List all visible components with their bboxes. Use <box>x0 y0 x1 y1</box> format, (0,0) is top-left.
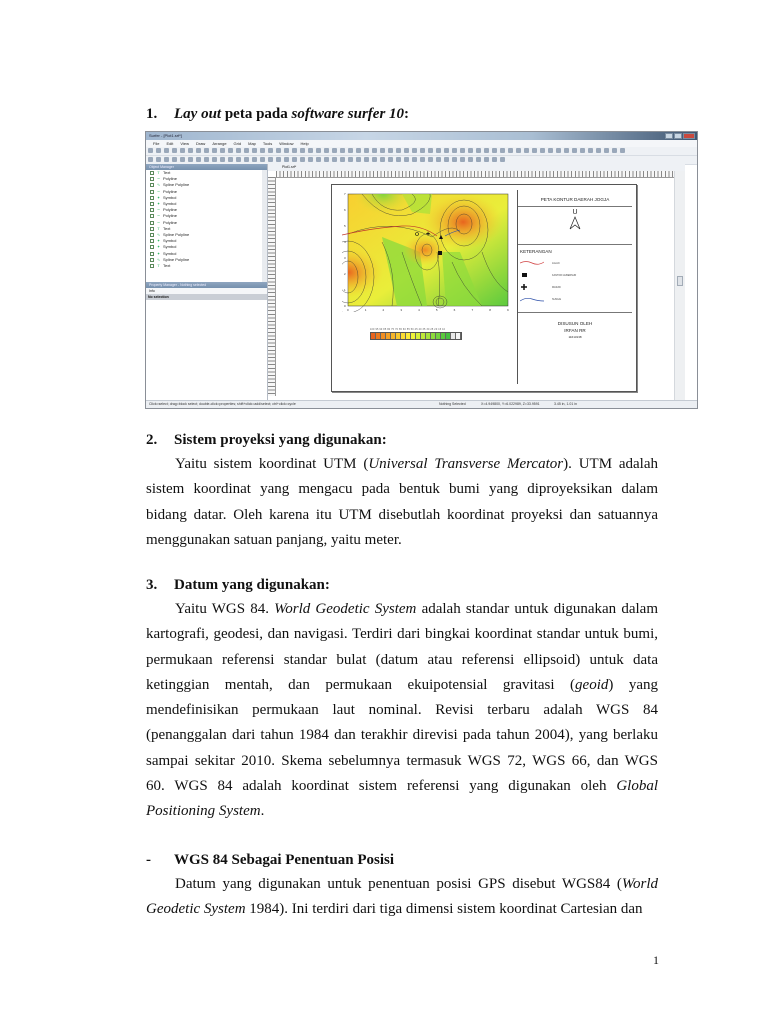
toolbar-button-icon[interactable] <box>420 148 425 153</box>
toolbar-button-icon[interactable] <box>508 148 513 153</box>
object-label: Symbol <box>163 194 177 200</box>
toolbar-button-icon[interactable] <box>404 157 409 162</box>
visibility-checkbox[interactable] <box>150 208 154 212</box>
red-line-icon <box>520 260 544 267</box>
menu-file[interactable]: File <box>153 141 160 146</box>
legend-section <box>518 245 632 313</box>
symbol-icon: ✦ <box>156 238 161 244</box>
color-scale <box>370 328 462 340</box>
toolbar-button-icon[interactable] <box>572 148 577 153</box>
italic-term: Geodetic System <box>146 901 246 918</box>
visibility-checkbox[interactable] <box>150 177 154 181</box>
section-number: 1. <box>146 106 158 122</box>
object-label: Polyline <box>163 207 178 213</box>
toolbar-button-icon[interactable] <box>324 157 329 162</box>
toolbar-button-icon[interactable] <box>388 157 393 162</box>
toolbar-button-icon[interactable] <box>588 148 593 153</box>
text-line <box>146 799 658 824</box>
toolbar-button-icon[interactable] <box>412 157 417 162</box>
toolbar-button-icon[interactable] <box>324 148 329 153</box>
north-letter: U <box>572 209 578 216</box>
toolbar-button-icon[interactable] <box>300 157 305 162</box>
color-scale-bar <box>370 332 462 340</box>
toolbar-button-icon[interactable] <box>188 157 193 162</box>
color-scale-values: 100 95 90 85 80 75 70 65 60 55 50 45 40 35 30 25 20 15 10 <box>370 328 446 331</box>
legend-item <box>520 272 576 279</box>
visibility-checkbox[interactable] <box>150 227 154 231</box>
text-run: mendefinisikan permukaan laut nominal. Revisi terbaru adalah WGS 84 <box>146 702 658 719</box>
symbol-icon: ✦ <box>156 194 161 200</box>
author-block <box>518 313 632 341</box>
symbol-icon: ✦ <box>156 244 161 250</box>
minimize-icon[interactable] <box>665 133 673 139</box>
symbol-icon: ✦ <box>156 250 161 256</box>
toolbar-button-icon[interactable] <box>164 148 169 153</box>
map-info-panel <box>517 190 632 384</box>
toolbar-button-icon[interactable] <box>364 157 369 162</box>
visibility-checkbox[interactable] <box>150 245 154 249</box>
polyline-icon: ∼ <box>156 219 161 225</box>
toolbar-button-icon[interactable] <box>340 157 345 162</box>
heading-part: software surfer 10 <box>291 106 405 122</box>
object-label: Spline Polyline <box>163 256 190 262</box>
toolbar-button-icon[interactable] <box>372 148 377 153</box>
section-1-heading <box>146 104 409 124</box>
toolbar-button-icon[interactable] <box>348 148 353 153</box>
heading-text: Datum yang digunakan: <box>174 577 330 593</box>
close-icon[interactable] <box>683 133 695 139</box>
object-label: Polyline <box>163 188 178 194</box>
toolbar-button-icon[interactable] <box>228 157 233 162</box>
toolbar-button-icon[interactable] <box>452 148 457 153</box>
cross-marker: + <box>426 231 431 238</box>
toolbar-button-icon[interactable] <box>428 148 433 153</box>
subsection-heading <box>146 850 394 870</box>
visibility-checkbox[interactable] <box>150 190 154 194</box>
toolbar-button-icon[interactable] <box>484 148 489 153</box>
toolbar-button-icon[interactable] <box>252 157 257 162</box>
text-line <box>146 897 658 922</box>
doc-tab[interactable]: Plot1.srf* <box>282 165 297 169</box>
toolbar-button-icon[interactable] <box>348 157 353 162</box>
toolbar-button-icon[interactable] <box>476 157 481 162</box>
toolbar-button-icon[interactable] <box>180 148 185 153</box>
toolbar-button-icon[interactable] <box>460 157 465 162</box>
heading-text: Sistem proyeksi yang digunakan: <box>174 432 387 448</box>
tab-info[interactable]: Info <box>149 289 155 293</box>
toolbar-button-icon[interactable] <box>500 148 505 153</box>
toolbar-button-icon[interactable] <box>452 157 457 162</box>
text-line <box>146 723 658 748</box>
toolbar-button-icon[interactable] <box>380 157 385 162</box>
toolbar-button-icon[interactable] <box>292 148 297 153</box>
section-3-heading <box>146 575 330 595</box>
toolbar-button-icon[interactable] <box>412 148 417 153</box>
no-selection-label: No selection <box>146 294 267 300</box>
toolbar-button-icon[interactable] <box>156 157 161 162</box>
toolbar-button-icon[interactable] <box>148 148 153 153</box>
toolbar-button-icon[interactable] <box>476 148 481 153</box>
x-tick-label: 6 <box>453 308 456 312</box>
toolbar-button-icon[interactable] <box>212 157 217 162</box>
toolbar-button-icon[interactable] <box>492 148 497 153</box>
y-tick-label: 1 <box>344 288 346 292</box>
legend-label: JALAN <box>552 262 560 266</box>
object-label: Polyline <box>163 213 178 219</box>
cross-icon <box>520 284 544 291</box>
y-tick-label: 6 <box>344 208 346 212</box>
status-coordinates: X=4.949800, Y=6.022989, Z=33.9591 <box>481 402 540 406</box>
object-label: Symbol <box>163 250 177 256</box>
toolbar-button-icon[interactable] <box>276 157 281 162</box>
toolbar-button-icon[interactable] <box>300 148 305 153</box>
text-line <box>146 673 658 698</box>
window-titlebar <box>146 132 697 140</box>
y-tick-label: 2 <box>344 272 346 276</box>
toolbar-button-icon[interactable] <box>220 157 225 162</box>
toolbar-button-icon[interactable] <box>500 157 505 162</box>
object-label: Text <box>163 263 171 269</box>
object-label: Symbol <box>163 244 177 250</box>
text-line <box>146 698 658 723</box>
text-run: 1984). Ini terdiri dari tiga dimensi sistem koordinat Cartesian dan <box>245 901 643 918</box>
toolbar-button-icon[interactable] <box>268 157 273 162</box>
visibility-checkbox[interactable] <box>150 202 154 206</box>
text-run: (penanggalan dari tahun 1984 dan terakhir direvisi pada tahun 2004), yang berlaku <box>146 727 658 744</box>
window-controls <box>665 133 695 139</box>
polyline-icon: ∼ <box>156 207 161 213</box>
toolbar-button-icon[interactable] <box>372 157 377 162</box>
toolbar-button-icon[interactable] <box>556 148 561 153</box>
menu-map[interactable]: Map <box>248 141 256 146</box>
section-3-paragraph <box>146 597 658 825</box>
menu-bar <box>146 140 697 147</box>
x-tick-label: 4 <box>418 308 420 312</box>
toolbar-button-icon[interactable] <box>180 157 185 162</box>
toolbar-button-icon[interactable] <box>148 157 153 162</box>
toolbar-button-icon[interactable] <box>396 148 401 153</box>
toolbar-button-icon[interactable] <box>364 148 369 153</box>
north-arrow-icon <box>569 216 581 230</box>
toolbar-button-icon[interactable] <box>260 157 265 162</box>
menu-window[interactable]: Window <box>279 141 294 146</box>
spline-icon: ∿ <box>156 256 161 262</box>
object-label: Symbol <box>163 201 177 207</box>
surfer-screenshot <box>145 131 698 409</box>
main-toolbar <box>146 147 697 156</box>
x-tick-label: 2 <box>382 308 385 312</box>
legend-item <box>520 296 561 303</box>
section-2-paragraph <box>146 452 658 553</box>
toolbar-button-icon[interactable] <box>444 148 449 153</box>
text-run: sampai sekitar 2010. Skema sebelumnya termasuk WGS 72, WGS 66, dan WGS <box>146 752 658 769</box>
toolbar-button-icon[interactable] <box>252 148 257 153</box>
y-tick-label: 0 <box>344 304 346 308</box>
toolbar-button-icon[interactable] <box>524 148 529 153</box>
toolbar-button-icon[interactable] <box>436 157 441 162</box>
legend-label: SUNGAI <box>552 298 562 302</box>
status-hint: Click=select; drag=block select; double-click=properties; shift+click=add/select; ctrl+click=cycle <box>149 402 296 406</box>
toolbar-button-icon[interactable] <box>428 157 433 162</box>
visibility-checkbox[interactable] <box>150 233 154 237</box>
text-run: adalah standar untuk digunakan dalam <box>416 601 658 617</box>
visibility-checkbox[interactable] <box>150 171 154 175</box>
vertical-scrollbar[interactable] <box>674 171 685 400</box>
object-list[interactable] <box>146 170 267 282</box>
object-label: Text <box>163 225 171 231</box>
x-tick-label: 3 <box>400 308 403 312</box>
toolbar-button-icon[interactable] <box>516 148 521 153</box>
italic-term: World Geodetic System <box>274 601 417 617</box>
toolbar-button-icon[interactable] <box>276 148 281 153</box>
section-2-heading <box>146 430 387 450</box>
x-tick-label: 0 <box>347 308 349 312</box>
toolbar-button-icon[interactable] <box>284 148 289 153</box>
toolbar-button-icon[interactable] <box>204 148 209 153</box>
square-marker <box>438 251 442 255</box>
text-icon: T <box>157 170 160 175</box>
object-manager-header: Object Manager <box>146 164 267 170</box>
author-name: IRFAN RR <box>564 328 586 333</box>
text-run: ketinggian mentah, dan permukaan ekuipotensial gravitasi ( <box>146 676 576 693</box>
visibility-checkbox[interactable] <box>150 258 154 262</box>
toolbar-button-icon[interactable] <box>228 148 233 153</box>
italic-term: Global <box>616 778 658 795</box>
text-run: . <box>260 803 265 820</box>
text-run: ). UTM adalah <box>563 456 659 472</box>
x-tick-label: 8 <box>489 308 491 312</box>
x-tick-label: 5 <box>435 308 438 312</box>
toolbar-button-icon[interactable] <box>604 148 609 153</box>
property-manager-header: Property Manager - Nothing selected <box>146 282 267 288</box>
x-tick-label: 1 <box>364 308 367 312</box>
toolbar-button-icon[interactable] <box>620 148 625 153</box>
text-run: sistem koordinat yang mengacu pada bentuk bumi yang diproyeksikan dalam <box>146 481 658 498</box>
bullet-dash: - <box>146 852 151 868</box>
object-label: Symbol <box>163 238 177 244</box>
toolbar-button-icon[interactable] <box>292 157 297 162</box>
toolbar-button-icon[interactable] <box>236 148 241 153</box>
toolbar-button-icon[interactable] <box>548 148 553 153</box>
symbol-icon: ✦ <box>156 201 161 207</box>
x-tick-label: 7 <box>471 308 474 312</box>
status-selection: Nothing Selected <box>439 402 466 406</box>
status-bar <box>146 400 697 408</box>
toolbar-button-icon[interactable] <box>244 157 249 162</box>
text-run: Yaitu sistem koordinat UTM ( <box>175 456 369 472</box>
toolbar-button-icon[interactable] <box>164 157 169 162</box>
heading-part: : <box>404 106 410 122</box>
visibility-checkbox[interactable] <box>150 252 154 256</box>
heading-text <box>174 106 409 122</box>
compiled-by: DISUSUN OLEH <box>557 321 593 326</box>
spline-icon: ∿ <box>156 182 161 188</box>
color-swatch <box>456 333 461 339</box>
y-tick-label: 5 <box>344 224 346 228</box>
polyline-icon: ∼ <box>156 176 161 182</box>
student-id: 11613138 <box>568 335 582 339</box>
page-number: 1 <box>653 953 659 967</box>
toolbar-button-icon[interactable] <box>244 148 249 153</box>
section-number: 2. <box>146 432 158 448</box>
toolbar-button-icon[interactable] <box>260 148 265 153</box>
toolbar-button-icon[interactable] <box>388 148 393 153</box>
toolbar-button-icon[interactable] <box>212 148 217 153</box>
section-number: 3. <box>146 577 158 593</box>
text-run: kartografi, geodesi, dan navigasi. Terdiri dari bingkai koordinat standar untuk bumi, <box>146 626 658 643</box>
text-run: permukaan referensi standar bulat (datum atau referensi ellipsoid) untuk data <box>146 651 658 668</box>
toolbar-button-icon[interactable] <box>156 148 161 153</box>
menu-view[interactable]: View <box>180 141 189 146</box>
object-label: Spline Polyline <box>163 232 190 238</box>
toolbar-button-icon[interactable] <box>596 148 601 153</box>
toolbar-button-icon[interactable] <box>220 148 225 153</box>
y-tick-label: 7 <box>344 192 346 196</box>
object-label: Text <box>163 170 171 175</box>
object-label: Polyline <box>163 176 178 182</box>
toolbar-button-icon[interactable] <box>204 157 209 162</box>
y-tick-label: 3 <box>344 256 346 260</box>
toolbar-button-icon[interactable] <box>188 148 193 153</box>
menu-edit[interactable]: Edit <box>166 141 174 146</box>
menu-tools[interactable]: Tools <box>262 141 273 146</box>
text-run: menggunakan satuan panjang, yaitu meter. <box>146 531 402 548</box>
blue-line-icon <box>520 296 544 303</box>
text-line <box>146 597 658 622</box>
object-list-item[interactable] <box>150 263 262 269</box>
toolbar-button-icon[interactable] <box>380 148 385 153</box>
text-icon: T <box>157 225 160 231</box>
legend-label: MASJID <box>552 286 561 290</box>
visibility-checkbox[interactable] <box>150 214 154 218</box>
toolbar-button-icon[interactable] <box>332 157 337 162</box>
y-tick-label: 4 <box>344 240 346 244</box>
toolbar-button-icon[interactable] <box>316 148 321 153</box>
menu-help[interactable]: Help <box>300 141 309 146</box>
toolbar-button-icon[interactable] <box>532 148 537 153</box>
toolbar-button-icon[interactable] <box>444 157 449 162</box>
north-arrow <box>518 207 632 245</box>
toolbar-button-icon[interactable] <box>492 157 497 162</box>
heading-text: WGS 84 Sebagai Penentuan Posisi <box>174 852 395 868</box>
text-run: ) yang <box>608 676 658 693</box>
legend-item <box>520 284 561 291</box>
toolbar-button-icon[interactable] <box>196 157 201 162</box>
toolbar-button-icon[interactable] <box>172 157 177 162</box>
polyline-icon: ∼ <box>156 188 161 194</box>
text-icon: T <box>157 263 160 269</box>
spline-icon: ∿ <box>156 232 161 238</box>
scrollbar-thumb[interactable] <box>677 276 683 286</box>
left-panels <box>146 164 268 400</box>
text-line <box>146 477 658 502</box>
toolbar-button-icon[interactable] <box>564 148 569 153</box>
toolbar-button-icon[interactable] <box>484 157 489 162</box>
visibility-checkbox[interactable] <box>150 239 154 243</box>
visibility-checkbox[interactable] <box>150 264 154 268</box>
toolbar-button-icon[interactable] <box>356 157 361 162</box>
legend-label: KANTOR GUBERNUR <box>552 274 577 278</box>
toolbar-button-icon[interactable] <box>284 157 289 162</box>
text-line <box>146 774 658 799</box>
contour-map[interactable] <box>342 192 510 312</box>
text-line <box>146 622 658 647</box>
object-label: Polyline <box>163 219 178 225</box>
heading-part: Lay out <box>174 106 222 122</box>
object-label: Spline Polyline <box>163 182 190 188</box>
visibility-checkbox[interactable] <box>150 183 154 187</box>
toolbar-button-icon[interactable] <box>308 157 313 162</box>
toolbar-button-icon[interactable] <box>404 148 409 153</box>
toolbar-button-icon[interactable] <box>172 148 177 153</box>
text-run: bidang datar. Oleh karena itu UTM disebutlah koordinat proyeksi dan satuannya <box>146 506 658 523</box>
subsection-paragraph <box>146 872 658 923</box>
toolbar-button-icon[interactable] <box>420 157 425 162</box>
horizontal-ruler <box>276 171 685 178</box>
toolbar-button-icon[interactable] <box>340 148 345 153</box>
menu-grid[interactable]: Grid <box>233 141 242 146</box>
toolbar-button-icon[interactable] <box>196 148 201 153</box>
toolbar-button-icon[interactable] <box>460 148 465 153</box>
toolbar-button-icon[interactable] <box>356 148 361 153</box>
text-line <box>146 528 658 553</box>
toolbar-button-icon[interactable] <box>540 148 545 153</box>
x-tick-label: 9 <box>507 308 509 312</box>
toolbar-button-icon[interactable] <box>236 157 241 162</box>
toolbar-button-icon[interactable] <box>580 148 585 153</box>
status-size: 3.45 in, 1.01 in <box>554 402 577 406</box>
text-line <box>146 452 658 477</box>
italic-term: geoid <box>575 676 609 693</box>
italic-term: Positioning System <box>146 803 261 820</box>
toolbar-button-icon[interactable] <box>316 157 321 162</box>
text-run: Datum yang digunakan untuk penentuan posisi GPS disebut WGS84 ( <box>175 876 622 892</box>
italic-term: World <box>621 876 658 892</box>
maximize-icon[interactable] <box>674 133 682 139</box>
legend-title: KETERANGAN <box>520 249 552 254</box>
toolbar-button-icon[interactable] <box>396 157 401 162</box>
toolbar-button-icon[interactable] <box>436 148 441 153</box>
menu-draw[interactable]: Draw <box>195 141 206 146</box>
toolbar-button-icon[interactable] <box>268 148 273 153</box>
menu-arrange[interactable]: Arrange <box>212 141 227 146</box>
black-square-icon <box>520 272 544 279</box>
toolbar-button-icon[interactable] <box>332 148 337 153</box>
text-run: Yaitu WGS 84. <box>175 601 275 617</box>
text-line <box>146 648 658 673</box>
text-line <box>146 749 658 774</box>
visibility-checkbox[interactable] <box>150 196 154 200</box>
vertical-ruler <box>268 177 276 396</box>
italic-term: Universal Transverse Mercator <box>368 456 564 472</box>
text-run: 60. WGS 84 adalah koordinat sistem referensi yang digunakan oleh <box>146 778 617 795</box>
plot-document <box>268 164 685 400</box>
legend-item <box>520 260 559 267</box>
text-line <box>146 872 658 897</box>
toolbar-button-icon[interactable] <box>468 148 473 153</box>
window-title: Surfer - [Plot1.srf*] <box>149 133 182 138</box>
layout-page <box>331 184 637 392</box>
polyline-icon: ∼ <box>156 213 161 219</box>
heading-part: peta pada <box>221 106 292 122</box>
toolbar-button-icon[interactable] <box>612 148 617 153</box>
map-title: PETA KONTUR DAERAH JOGJA <box>518 190 632 207</box>
visibility-checkbox[interactable] <box>150 221 154 225</box>
toolbar-button-icon[interactable] <box>468 157 473 162</box>
toolbar-button-icon[interactable] <box>308 148 313 153</box>
text-line <box>146 503 658 528</box>
